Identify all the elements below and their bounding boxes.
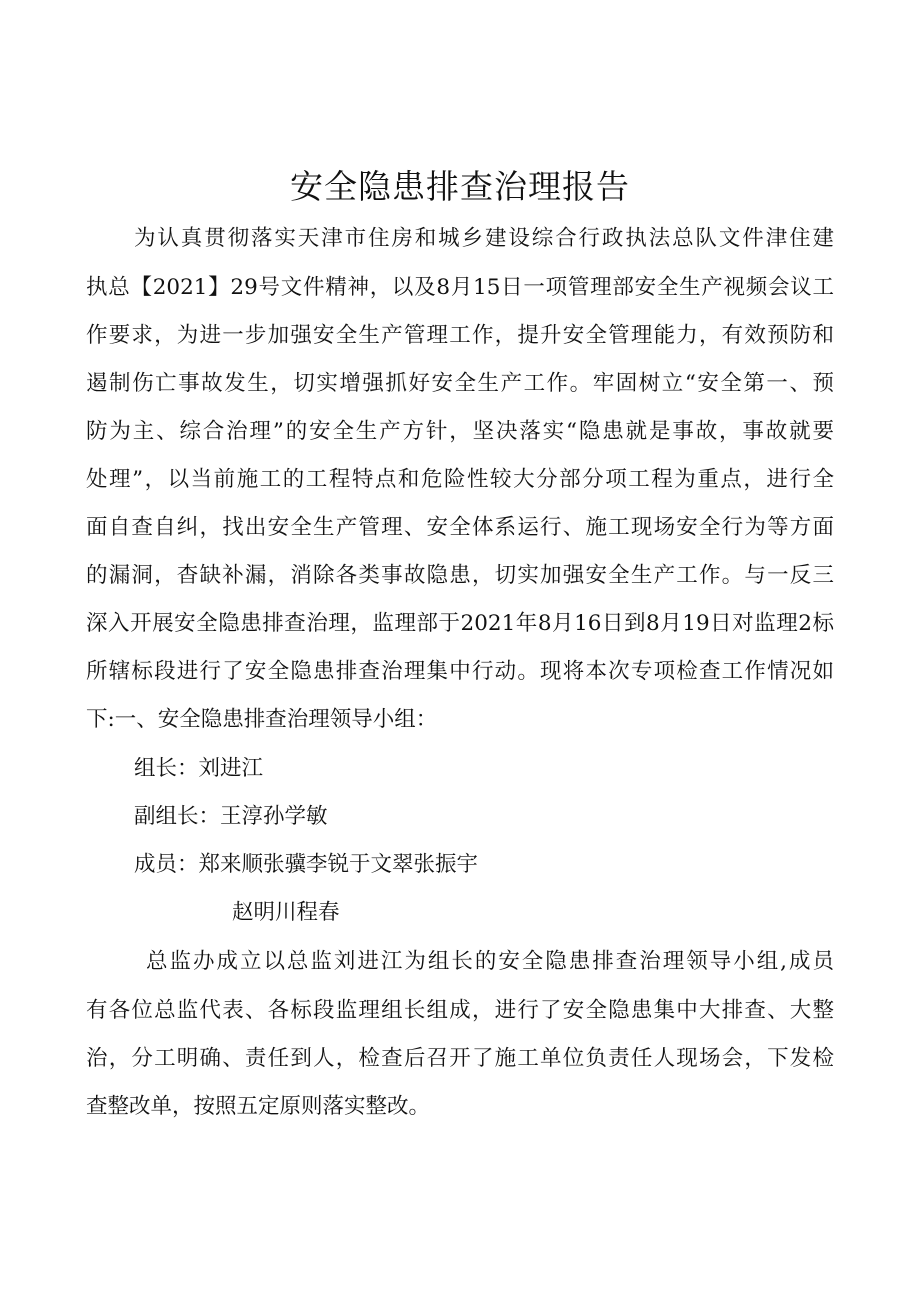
text-line: 处理”，以当前施工的工程特点和危险性较大分部分项工程为重点，进行全 <box>86 467 834 492</box>
text-line: 深入开展安全隐患排查治理，监理部于2021年8月16日到8月19日对监理2标 <box>86 611 834 636</box>
text-line: 的漏洞，杳缺补漏，消除各类事故隐患，切实加强安全生产工作。与一反三 <box>86 563 834 588</box>
text-line: 为认真贯彻落实天津市住房和城乡建设综合行政执法总队文件津住建 <box>134 226 834 251</box>
text-line: 作要求，为进一步加强安全生产管理工作，提升安全管理能力，有效预防和 <box>86 323 834 348</box>
text-line: 遏制伤亡事故发生，切实增强抓好安全生产工作。牢固树立“安全第一、预 <box>86 371 834 396</box>
text-line: 下:一、安全隐患排查治理领导小组： <box>86 707 438 732</box>
text-line: 查整改单，按照五定原则落实整改。 <box>86 1094 431 1119</box>
text-line: 总监办成立以总监刘进江为组长的安全隐患排查治理领导小组,成员 <box>146 949 834 974</box>
document-title: 安全隐患排查治理报告 <box>290 167 630 206</box>
members-line: 成员：郑来顺张骥李锐于文翠张振宇 <box>134 852 479 877</box>
leader-line: 组长：刘进江 <box>134 756 264 781</box>
text-line: 治，分工明确、责任到人，检查后召开了施工单位负责任人现场会，下发检 <box>86 1046 834 1071</box>
text-line: 防为主、综合治理”的安全生产方针，坚决落实“隐患就是事故，事故就要 <box>86 419 834 444</box>
text-line: 有各位总监代表、各标段监理组长组成，进行了安全隐患集中大排查、大整 <box>86 998 834 1023</box>
text-line: 执总【2021】29号文件精神，以及8月15日一项管理部安全生产视频会议工 <box>86 275 834 300</box>
members-line-continued: 赵明川程春 <box>232 900 340 925</box>
text-line: 所辖标段进行了安全隐患排查治理集中行动。现将本次专项检查工作情况如 <box>86 659 834 684</box>
deputy-line: 副组长：王淳孙学敏 <box>134 804 328 829</box>
text-line: 面自查自纠，找出安全生产管理、安全体系运行、施工现场安全行为等方面 <box>86 515 834 540</box>
